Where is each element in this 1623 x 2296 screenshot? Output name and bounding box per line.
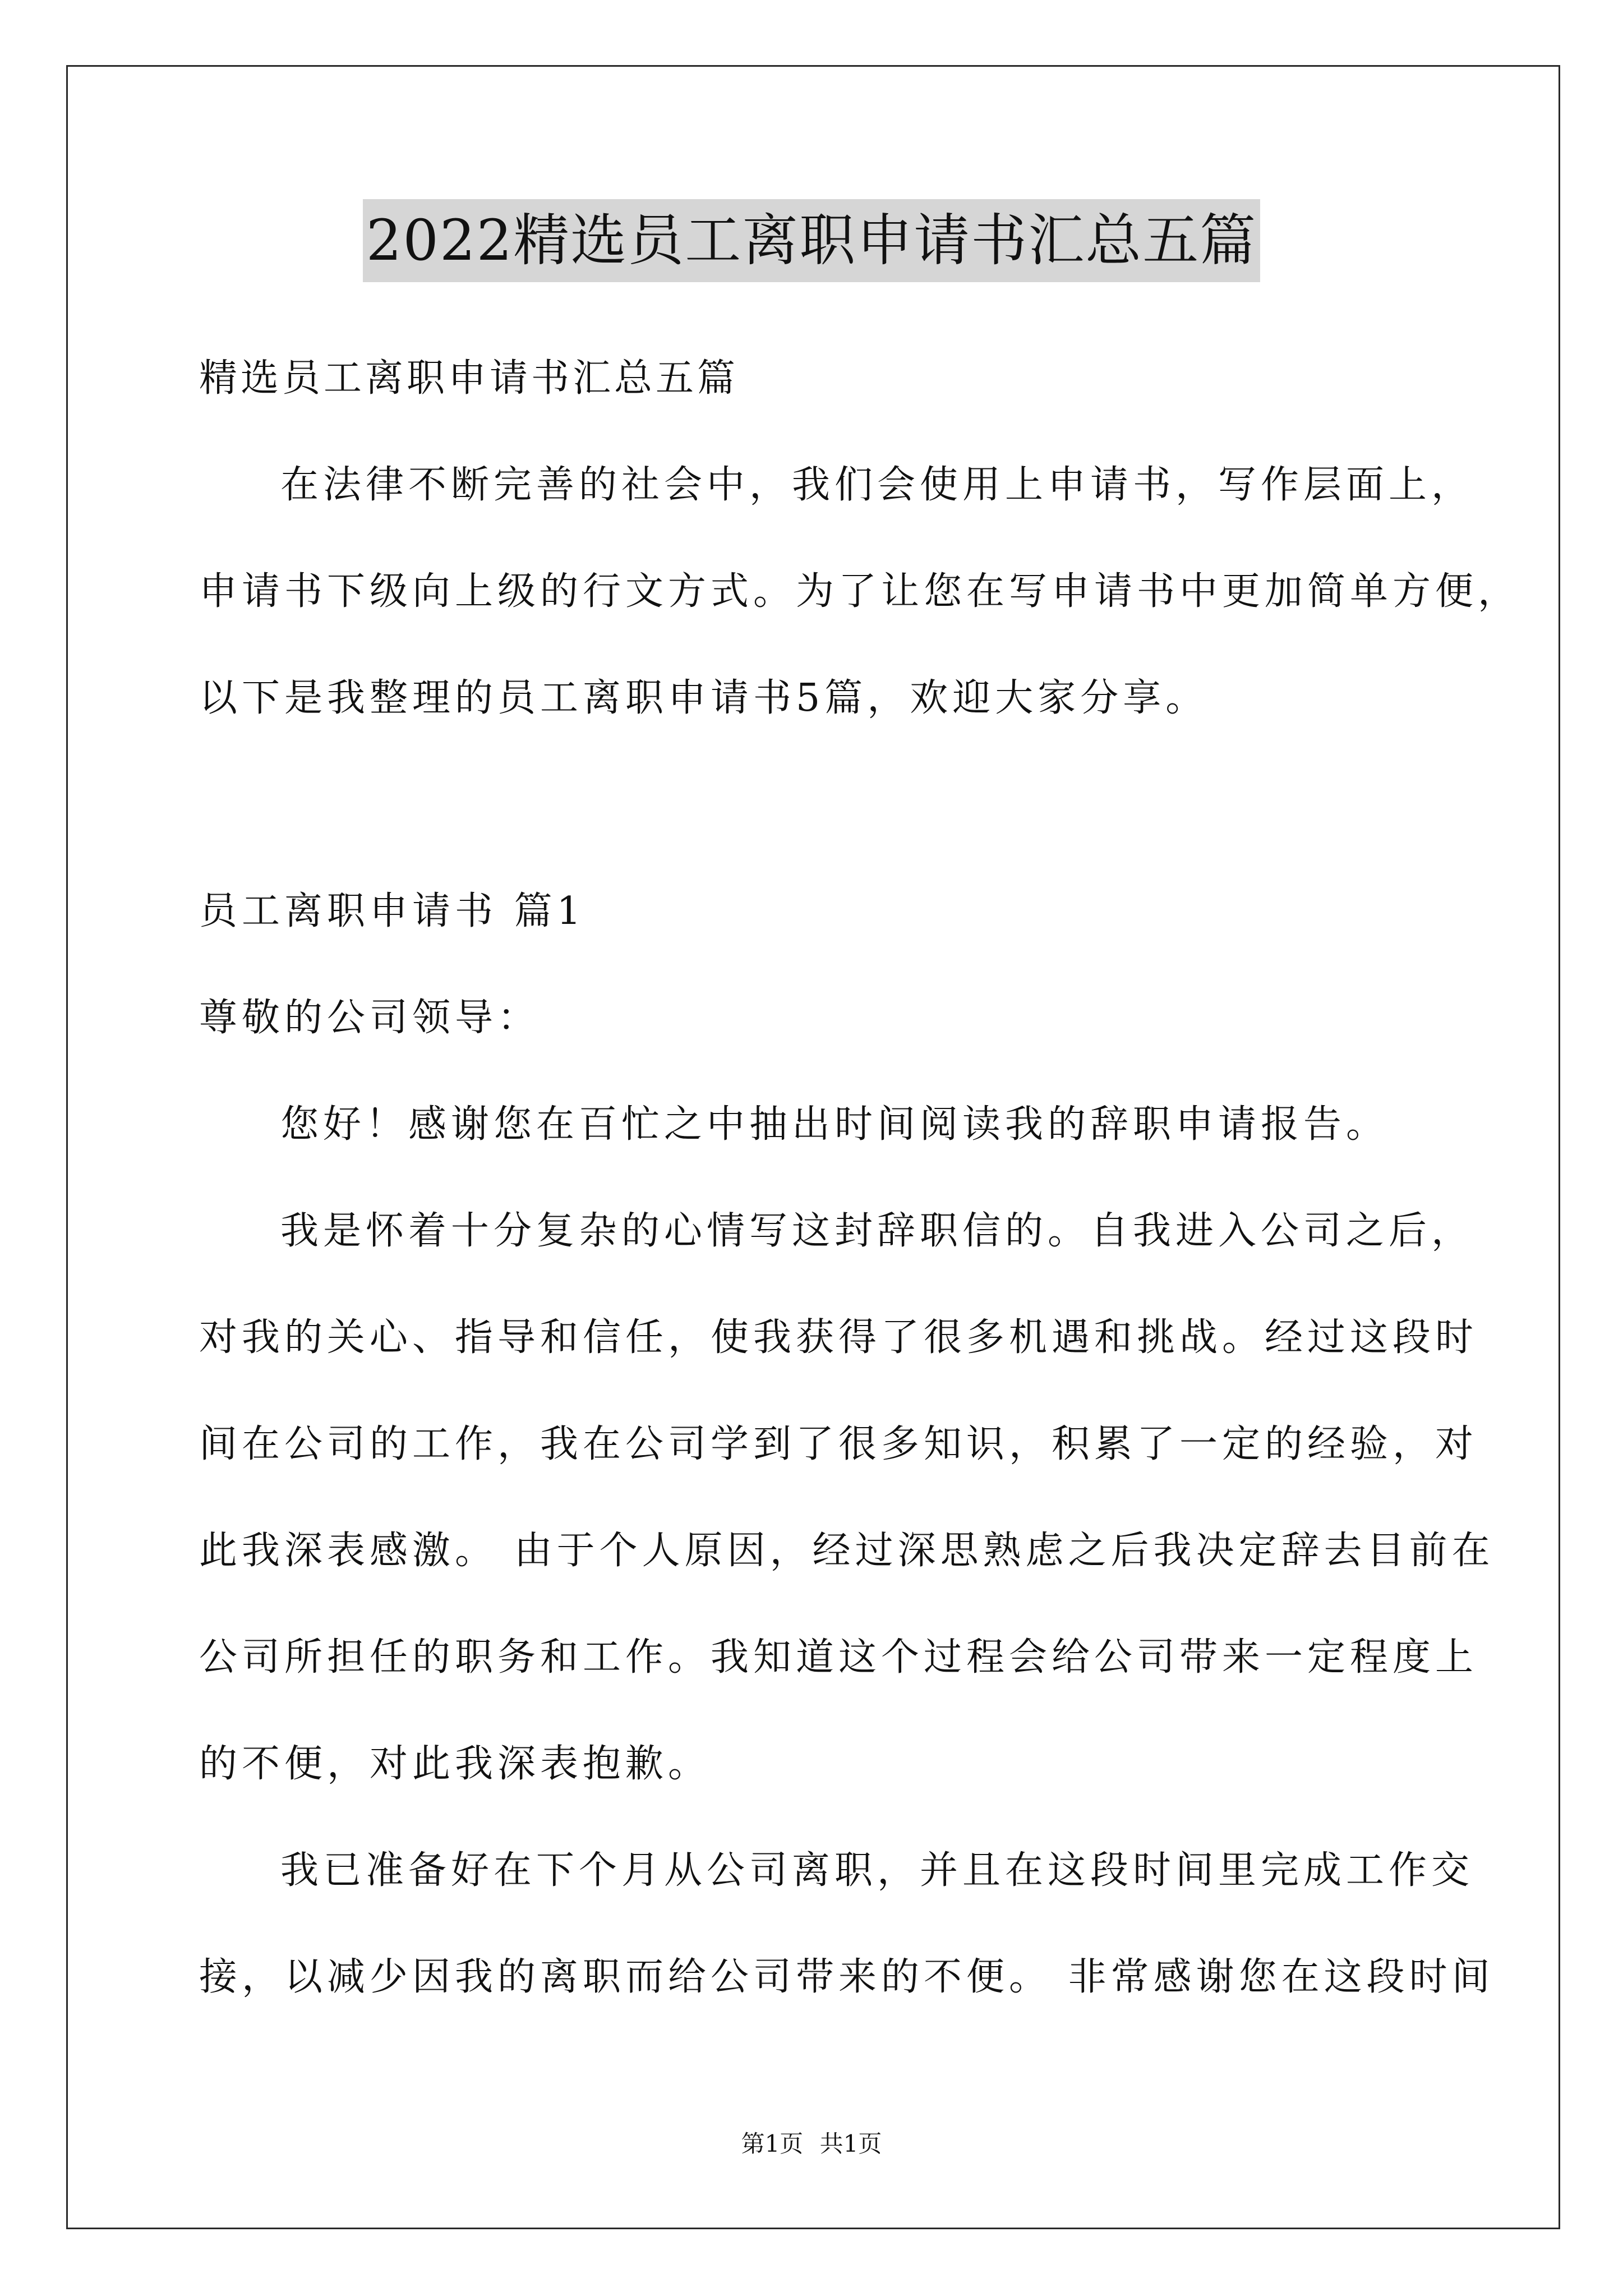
salutation: 尊敬的公司领导： <box>199 996 541 1040</box>
body-line-6: 公司所担任的职务和工作。我知道这个过程会给公司带来一定程度上 <box>199 1635 1478 1680</box>
page-number: 第1页 <box>741 2130 804 2157</box>
body-line-9: 接，以减少因我的离职而给公司带来的不便。 非常感谢您在这段时间 <box>199 1955 1495 1999</box>
body-line-7: 的不便，对此我深表抱歉。 <box>199 1742 711 1786</box>
body-line-1: 您好！感谢您在百忙之中抽出时间阅读我的辞职申请报告。 <box>280 1102 1389 1147</box>
document-subtitle: 精选员工离职申请书汇总五篇 <box>199 356 739 401</box>
title-container <box>0 199 1623 282</box>
body-line-3: 对我的关心、指导和信任，使我获得了很多机遇和挑战。经过这段时 <box>199 1315 1478 1360</box>
intro-line-3: 以下是我整理的员工离职申请书5篇，欢迎大家分享。 <box>199 676 1209 720</box>
intro-line-1: 在法律不断完善的社会中，我们会使用上申请书，写作层面上， <box>280 463 1474 507</box>
body-line-5: 此我深表感激。 由于个人原因，经过深思熟虑之后我决定辞去目前在 <box>199 1529 1495 1573</box>
body-line-8: 我已准备好在下个月从公司离职，并且在这段时间里完成工作交 <box>280 1848 1474 1893</box>
body-line-2: 我是怀着十分复杂的心情写这封辞职信的。自我进入公司之后， <box>280 1209 1474 1253</box>
page-total: 共1页 <box>819 2130 882 2157</box>
page-footer <box>0 2127 1623 2161</box>
intro-line-2: 申请书下级向上级的行文方式。为了让您在写申请书中更加简单方便， <box>199 569 1521 614</box>
section-heading: 员工离职申请书 篇1 <box>199 889 585 933</box>
document-title: 2022精选员工离职申请书汇总五篇 <box>363 199 1261 282</box>
body-line-4: 间在公司的工作，我在公司学到了很多知识，积累了一定的经验，对 <box>199 1422 1478 1466</box>
